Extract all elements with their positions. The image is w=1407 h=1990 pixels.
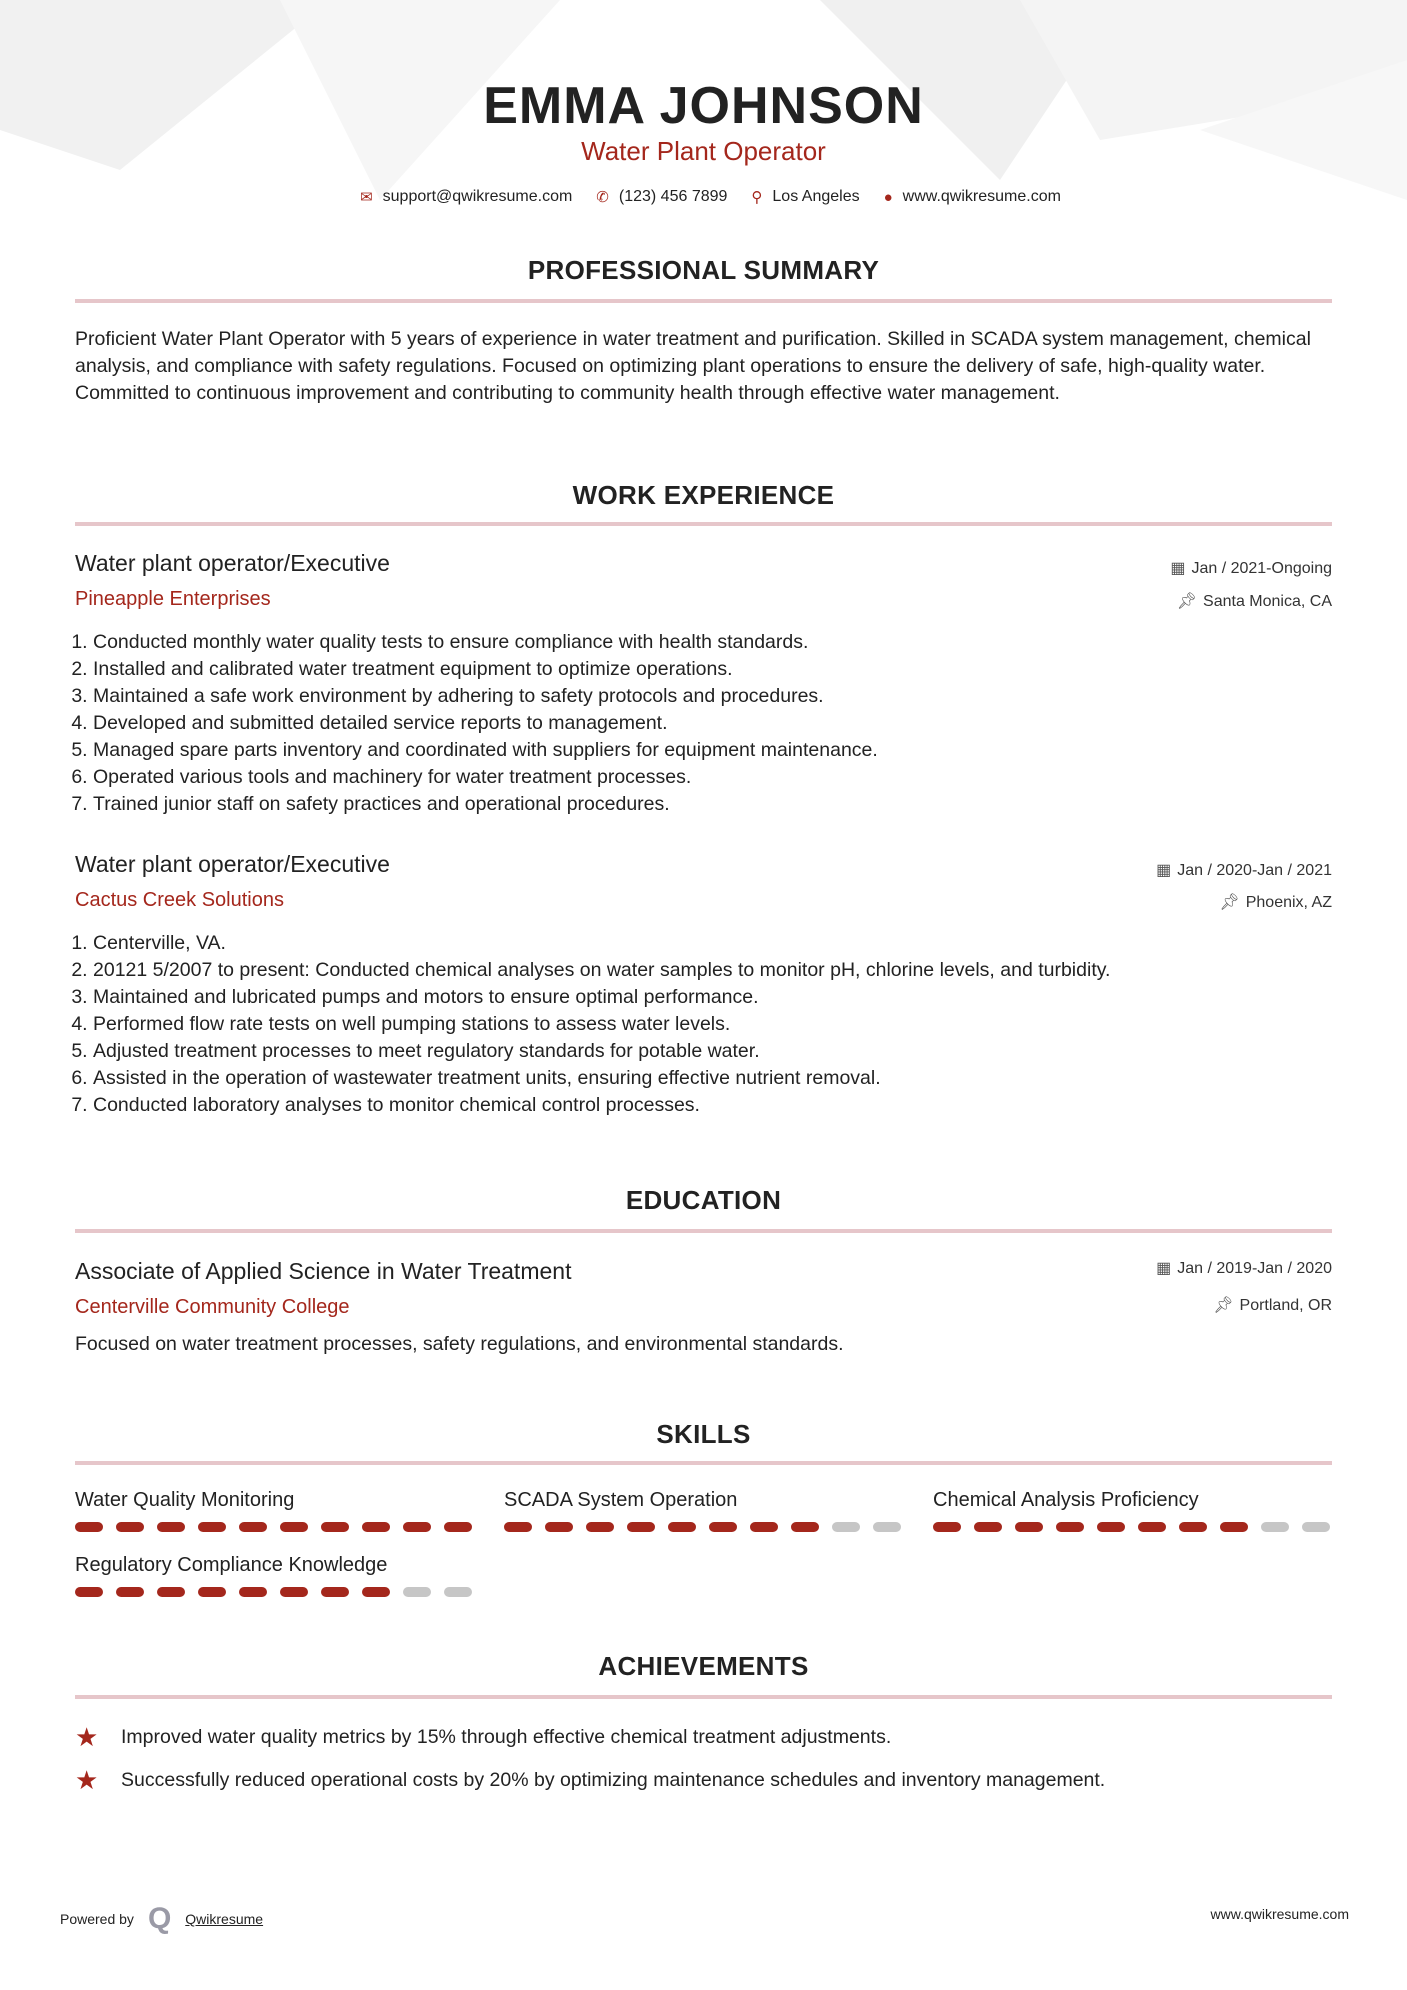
- divider: [75, 299, 1332, 303]
- rating-dot: [1056, 1522, 1084, 1532]
- rating-dot: [362, 1522, 390, 1532]
- rating-dot: [75, 1587, 103, 1597]
- rating-dot: [504, 1522, 532, 1532]
- calendar-icon: ▦: [1170, 560, 1186, 577]
- school: Centerville Community College: [75, 1296, 350, 1318]
- education-description: Focused on water treatment processes, safety regulations, and environmental standards.: [75, 1333, 844, 1355]
- rating-dot: [198, 1522, 226, 1532]
- rating-dot: [362, 1587, 390, 1597]
- list-item: 4. Performed flow rate tests on well pumping stations to assess water levels.: [93, 1011, 1332, 1038]
- rating-dot: [750, 1522, 778, 1532]
- job-bullets: [75, 930, 1332, 1119]
- rating-dot: [974, 1522, 1002, 1532]
- skill-rating: [75, 1587, 472, 1597]
- rating-dot: [239, 1587, 267, 1597]
- envelope-icon: ✉: [360, 189, 373, 206]
- rating-dot: [832, 1522, 860, 1532]
- rating-dot: [1097, 1522, 1125, 1532]
- summary-text: Proficient Water Plant Operator with 5 years of experience in water treatment and purification. Skilled in SCADA system management, chemical analysis, and compliance with safety regulations. Focused on optimizing plant operations to ensure the delivery of safe, high-quality water. Committed to continuous improvement and contributing to community health through effective water management.: [75, 328, 1311, 404]
- rating-dot: [1179, 1522, 1207, 1532]
- work-heading: WORK EXPERIENCE: [572, 480, 835, 510]
- contact-bar: [0, 188, 1407, 206]
- list-item: 2. Installed and calibrated water treatment equipment to optimize operations.: [93, 656, 1332, 683]
- rating-dot: [157, 1587, 185, 1597]
- footer-website[interactable]: www.qwikresume.com: [1210, 1906, 1349, 1922]
- skill-name: Regulatory Compliance Knowledge: [75, 1554, 388, 1576]
- summary-heading: PROFESSIONAL SUMMARY: [527, 255, 880, 285]
- rating-dot: [444, 1522, 472, 1532]
- skill-rating: [933, 1522, 1330, 1532]
- calendar-icon: ▦: [1156, 1260, 1172, 1277]
- rating-dot: [545, 1522, 573, 1532]
- job-role: Water plant operator/Executive: [75, 851, 390, 877]
- achievement-item: ★ Successfully reduced operational costs by 20% by optimizing maintenance schedules and inventory management.: [75, 1765, 1106, 1795]
- contact-email[interactable]: support@qwikresume.com: [382, 188, 573, 205]
- list-item: 1. Conducted monthly water quality tests to ensure compliance with health standards.: [93, 629, 1332, 656]
- globe-icon: ●: [883, 188, 893, 206]
- rating-dot: [1015, 1522, 1043, 1532]
- skill-item: [75, 1489, 472, 1532]
- job-company: Pineapple Enterprises: [75, 588, 271, 610]
- star-icon: ★: [75, 1765, 99, 1795]
- job-company: Cactus Creek Solutions: [75, 889, 284, 911]
- pin-icon: 📌︎: [1213, 1297, 1234, 1314]
- education-dates: ▦ Jan / 2019-Jan / 2020: [1156, 1260, 1332, 1277]
- rating-dot: [280, 1587, 308, 1597]
- list-item: 7. Conducted laboratory analyses to monitor chemical control processes.: [93, 1092, 1332, 1119]
- job-bullets: [75, 629, 1332, 818]
- list-item: 5. Managed spare parts inventory and coordinated with suppliers for equipment maintenance.: [93, 737, 1332, 764]
- rating-dot: [157, 1522, 185, 1532]
- rating-dot: [403, 1587, 431, 1597]
- list-item: 6. Operated various tools and machinery for water treatment processes.: [93, 764, 1332, 791]
- list-item: 6. Assisted in the operation of wastewater treatment units, ensuring effective nutrient removal.: [93, 1065, 1332, 1092]
- rating-dot: [668, 1522, 696, 1532]
- rating-dot: [75, 1522, 103, 1532]
- rating-dot: [586, 1522, 614, 1532]
- achievements-heading: ACHIEVEMENTS: [598, 1651, 809, 1681]
- contact-website[interactable]: www.qwikresume.com: [902, 188, 1061, 205]
- list-item: 5. Adjusted treatment processes to meet regulatory standards for potable water.: [93, 1038, 1332, 1065]
- degree: Associate of Applied Science in Water Treatment: [75, 1258, 572, 1284]
- list-item: 7. Trained junior staff on safety practices and operational procedures.: [93, 791, 1332, 818]
- list-item: 4. Developed and submitted detailed service reports to management.: [93, 710, 1332, 737]
- rating-dot: [198, 1587, 226, 1597]
- rating-dot: [873, 1522, 901, 1532]
- divider: [75, 1695, 1332, 1699]
- skill-rating: [504, 1522, 901, 1532]
- rating-dot: [1302, 1522, 1330, 1532]
- rating-dot: [933, 1522, 961, 1532]
- skill-rating: [75, 1522, 472, 1532]
- list-item: 1. Centerville, VA.: [93, 930, 1332, 957]
- contact-phone: (123) 456 7899: [618, 188, 728, 205]
- rating-dot: [627, 1522, 655, 1532]
- rating-dot: [709, 1522, 737, 1532]
- rating-dot: [403, 1522, 431, 1532]
- brand-link[interactable]: Qwikresume: [185, 1911, 264, 1927]
- rating-dot: [321, 1522, 349, 1532]
- candidate-title: Water Plant Operator: [581, 136, 826, 166]
- pin-icon: 📌︎: [1219, 894, 1240, 911]
- skill-item: [75, 1554, 472, 1597]
- divider: [75, 522, 1332, 526]
- skill-item: [504, 1489, 901, 1532]
- skill-item: [933, 1489, 1330, 1532]
- list-item: 3. Maintained a safe work environment by adhering to safety protocols and procedures.: [93, 683, 1332, 710]
- job-location: 📌︎ Santa Monica, CA: [1176, 593, 1332, 610]
- achievement-item: ★ Improved water quality metrics by 15% through effective chemical treatment adjustments.: [75, 1722, 892, 1752]
- footer-powered: Powered by Q Qwikresume: [60, 1902, 264, 1935]
- rating-dot: [791, 1522, 819, 1532]
- job-dates: ▦ Jan / 2020-Jan / 2021: [1156, 862, 1332, 879]
- list-item: 3. Maintained and lubricated pumps and motors to ensure optimal performance.: [93, 984, 1332, 1011]
- skill-name: SCADA System Operation: [504, 1489, 738, 1511]
- rating-dot: [116, 1587, 144, 1597]
- rating-dot: [321, 1587, 349, 1597]
- rating-dot: [280, 1522, 308, 1532]
- job-dates: ▦ Jan / 2021-Ongoing: [1170, 560, 1332, 577]
- qwikresume-logo-icon: Q: [147, 1902, 172, 1935]
- list-item: 2. 20121 5/2007 to present: Conducted chemical analyses on water samples to monitor pH, chlorine levels, and turbidity.: [93, 957, 1332, 984]
- skill-name: Chemical Analysis Proficiency: [933, 1489, 1199, 1511]
- education-location: 📌︎ Portland, OR: [1213, 1297, 1332, 1314]
- phone-icon: ✆: [596, 189, 609, 206]
- rating-dot: [1220, 1522, 1248, 1532]
- candidate-name: EMMA JOHNSON: [483, 77, 924, 135]
- rating-dot: [1261, 1522, 1289, 1532]
- contact-location: Los Angeles: [772, 188, 860, 205]
- skill-name: Water Quality Monitoring: [75, 1489, 295, 1511]
- map-pin-icon: ⚲: [751, 189, 763, 206]
- rating-dot: [116, 1522, 144, 1532]
- job-role: Water plant operator/Executive: [75, 550, 390, 576]
- calendar-icon: ▦: [1156, 862, 1172, 879]
- job-location: 📌︎ Phoenix, AZ: [1219, 894, 1332, 911]
- pin-icon: 📌︎: [1176, 593, 1198, 610]
- divider: [75, 1229, 1332, 1233]
- star-icon: ★: [75, 1722, 99, 1752]
- rating-dot: [1138, 1522, 1166, 1532]
- rating-dot: [444, 1587, 472, 1597]
- rating-dot: [239, 1522, 267, 1532]
- skills-heading: SKILLS: [656, 1419, 751, 1449]
- divider: [75, 1461, 1332, 1465]
- education-heading: EDUCATION: [625, 1185, 782, 1215]
